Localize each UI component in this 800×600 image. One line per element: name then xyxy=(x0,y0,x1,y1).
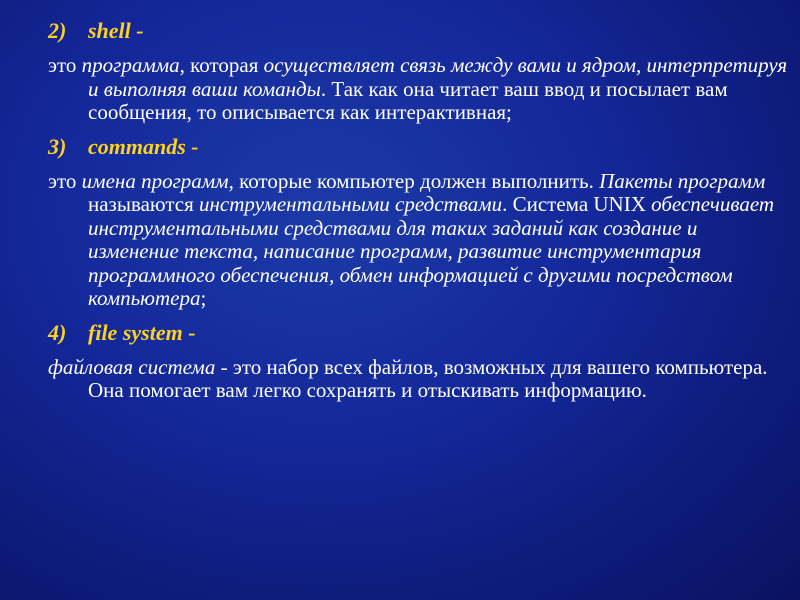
text-run: это xyxy=(48,53,82,77)
text-run: . Система UNIX xyxy=(502,192,652,216)
text-run-italic: осуществляет связь между вами и ядром, интерпретируя и выполняя ваши команды xyxy=(88,53,788,101)
item-2-term: shell - xyxy=(88,18,144,43)
item-4-number: 4) xyxy=(48,319,67,345)
text-run: это xyxy=(48,168,82,193)
text-run: ; xyxy=(200,286,207,310)
text-run-italic: Пакеты программ xyxy=(599,168,766,193)
item-3-description xyxy=(48,170,788,311)
item-4-description xyxy=(48,356,788,403)
text-run: называются xyxy=(88,192,199,216)
text-run: , которая xyxy=(179,53,264,77)
text-run-italic: файловая система xyxy=(48,354,216,379)
item-3-number: 3) xyxy=(48,133,67,159)
text-run-italic: обеспечивает инструментальными средствами для таких заданий как создание и изменение текста, написание программ, развитие инструментария программного обеспечения, обмен информацией с другими посредством компьютера xyxy=(88,192,775,310)
item-2-heading xyxy=(48,18,760,44)
text-run: - это набор всех файлов, возможных для вашего компьютера. Она помогает вам легко сохранять и отыскивать информацию. xyxy=(88,354,768,402)
text-run: , которые компьютер должен выполнить. xyxy=(228,168,600,193)
text-run-italic: имена программ xyxy=(81,168,229,193)
text-run-italic: программа xyxy=(81,53,180,77)
item-4-heading xyxy=(48,320,760,346)
item-2-number: 2) xyxy=(48,18,67,43)
item-2-description xyxy=(48,54,788,125)
item-3-heading xyxy=(48,134,760,160)
text-run-italic: инструментальными средствами xyxy=(199,192,503,216)
text-run: . Так как она читает ваш ввод и посылает вам сообщения, то описывается как интерактивная; xyxy=(88,76,728,124)
item-4-term: file system - xyxy=(88,319,196,345)
item-3-term: commands - xyxy=(88,133,199,159)
